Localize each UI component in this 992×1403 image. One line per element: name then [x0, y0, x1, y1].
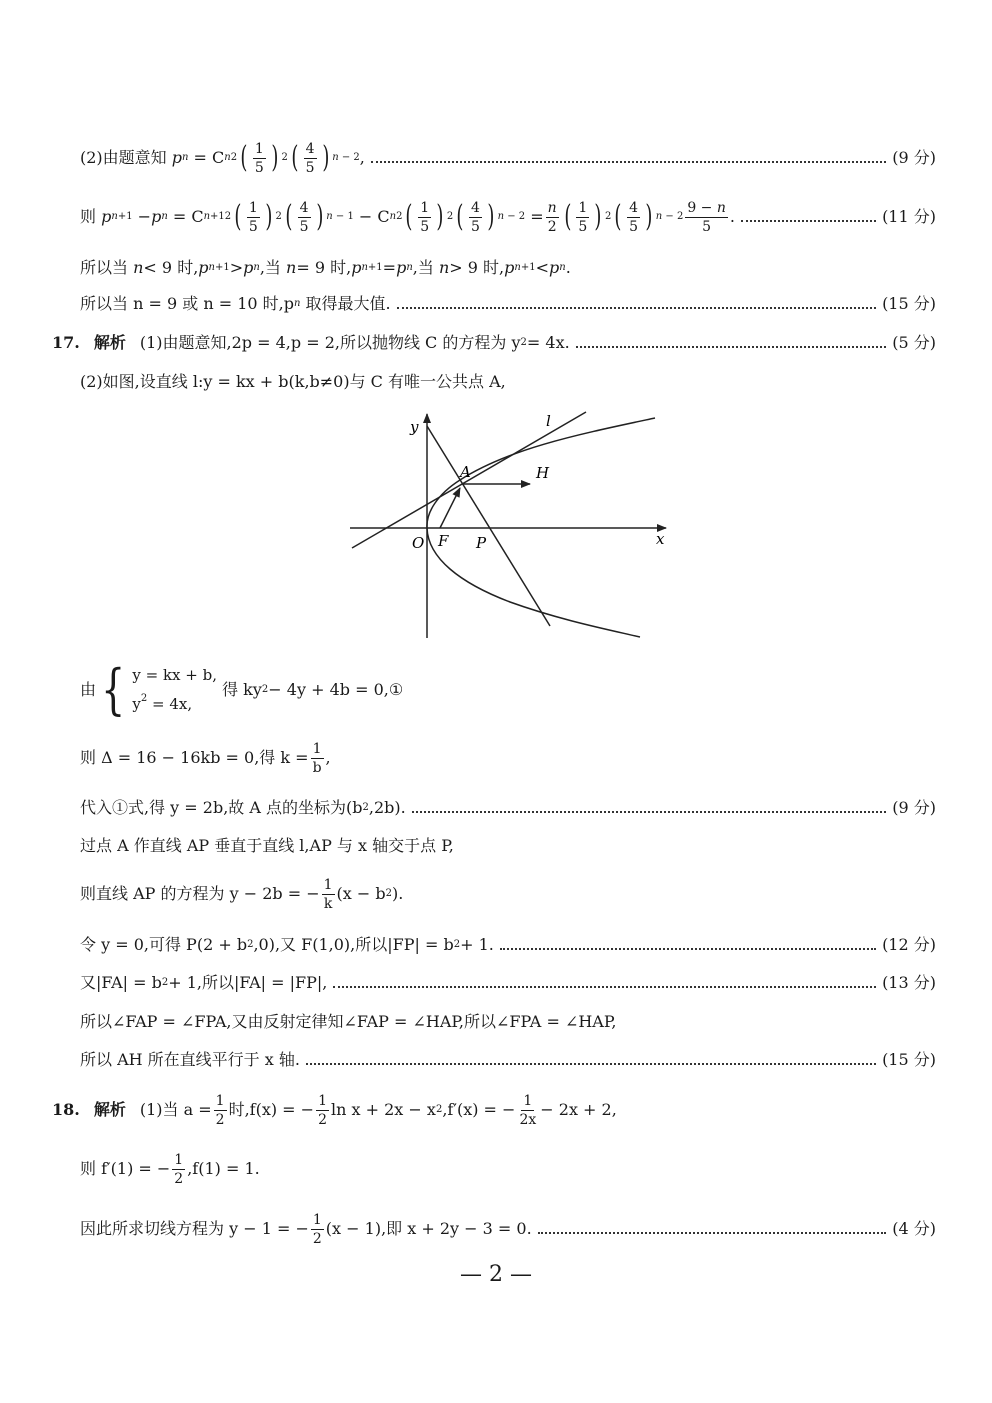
- dot-leader: [371, 161, 886, 163]
- solution-line-2: 则 p n+1 − p n = C n+1 2 ( $\frac{1}{5}$ ) 2 ( $\frac{4}{5}$ ) n − 1 − C n 2 ( $\frac{1}{5}$ ) 2 ( $\frac{4}{5}$ ) n − 2 = $\frac{n}{2}$ ( $\frac{1}{5}$ ) 2 ( $\frac{4}{5}$ ) n − 2 $\frac{9 - n}{5}$ . (11 分): [80, 199, 936, 235]
- score-label: (9 分): [892, 148, 936, 167]
- dot-leader: [500, 948, 876, 950]
- dot-leader: [412, 811, 887, 813]
- solution-line-7: 由 { y = kx + b, $y^2 = 4x$, 得 ky 2 − 4y + 4b = 0,①: [80, 658, 404, 721]
- parabola-figure: [350, 408, 670, 644]
- score-label: (13 分): [882, 973, 936, 992]
- dot-leader: [741, 220, 876, 222]
- dot-leader: [576, 346, 887, 348]
- solution-line-17: 则 f′(1) = − $\frac{1}{2}$ ,f(1) = 1.: [80, 1151, 260, 1187]
- label-f: F: [438, 532, 449, 550]
- score-label: (15 分): [882, 1050, 936, 1069]
- solution-line-13: 又|FA| = b 2 + 1,所以|FA| = |FP|, (13 分): [80, 973, 936, 992]
- question-17-line-1: 17. 解析 (1)由题意知,2p = 4,p = 2,所以抛物线 C 的方程为 y 2 = 4x. (5 分): [52, 333, 936, 352]
- solution-line-14: 所以∠FAP = ∠FPA,又由反射定律知∠FAP = ∠HAP,所以∠FPA = ∠HAP,: [80, 1012, 617, 1031]
- question-number: 17.: [52, 333, 80, 352]
- line-ap: [427, 426, 550, 626]
- solution-line-6: (2)如图,设直线 l:y = kx + b(k,b≠0)与 C 有唯一公共点 A,: [80, 372, 506, 391]
- solution-line-10: 过点 A 作直线 AP 垂直于直线 l,AP 与 x 轴交于点 P,: [80, 836, 454, 855]
- analysis-label: 解析: [93, 333, 126, 352]
- dot-leader: [397, 307, 876, 309]
- label-a: A: [460, 463, 471, 481]
- analysis-label: 解析: [93, 1100, 126, 1119]
- solution-line-4: 所以当 n = 9 或 n = 10 时,p n 取得最大值. (15 分): [80, 294, 936, 313]
- solution-line-15: 所以 AH 所在直线平行于 x 轴. (15 分): [80, 1050, 936, 1069]
- solution-line-3: 所以当 n < 9 时, p n+1 > p n ,当 n = 9 时, p n+1 = p n ,当 n > 9 时, p n+1 < p n .: [80, 258, 571, 277]
- score-label: (12 分): [882, 935, 936, 954]
- label-y: y: [410, 418, 419, 436]
- question-18-line-1: 18. 解析 (1)当 a = $\frac{1}{2}$ 时,f(x) = − $\frac{1}{2}$ ln x + 2x − x 2 ,f′(x) = − $\frac{1}{2x}$ − 2x + 2,: [52, 1092, 617, 1128]
- label-x: x: [656, 530, 665, 548]
- dot-leader: [333, 986, 876, 988]
- page-number: — 2 —: [460, 1262, 532, 1287]
- solution-line-12: 令 y = 0,可得 P(2 + b 2 ,0),又 F(1,0),所以|FP| = b 2 + 1. (12 分): [80, 935, 936, 954]
- label-h: H: [536, 464, 550, 482]
- label-p: P: [476, 534, 487, 552]
- line-text: (2)由题意知: [80, 148, 167, 167]
- score-label: (9 分): [892, 798, 936, 817]
- score-label: (11 分): [882, 207, 936, 226]
- solution-line-9: 代入①式,得 y = 2b,故 A 点的坐标为(b 2 ,2b). (9 分): [80, 798, 936, 817]
- question-number: 18.: [52, 1100, 80, 1119]
- label-l: l: [546, 412, 551, 430]
- score-label: (15 分): [882, 294, 936, 313]
- dot-leader: [306, 1063, 876, 1065]
- score-label: (4 分): [892, 1219, 936, 1238]
- solution-line-1: (2)由题意知 p n = C n 2 ( $\frac{1}{5}$ ) 2 ( $\frac{4}{5}$ ) n − 2 , (9 分): [80, 140, 936, 176]
- score-label: (5 分): [892, 333, 936, 352]
- solution-line-8: 则 Δ = 16 − 16kb = 0,得 k = $\frac{1}{b}$ ,: [80, 740, 331, 776]
- solution-line-11: 则直线 AP 的方程为 y − 2b = − $\frac{1}{k}$ (x − b 2 ).: [80, 876, 404, 912]
- dot-leader: [538, 1232, 887, 1234]
- solution-line-18: 因此所求切线方程为 y − 1 = − $\frac{1}{2}$ (x − 1),即 x + 2y − 3 = 0. (4 分): [80, 1211, 936, 1247]
- line-text: 则: [80, 207, 97, 226]
- label-o: O: [412, 534, 425, 552]
